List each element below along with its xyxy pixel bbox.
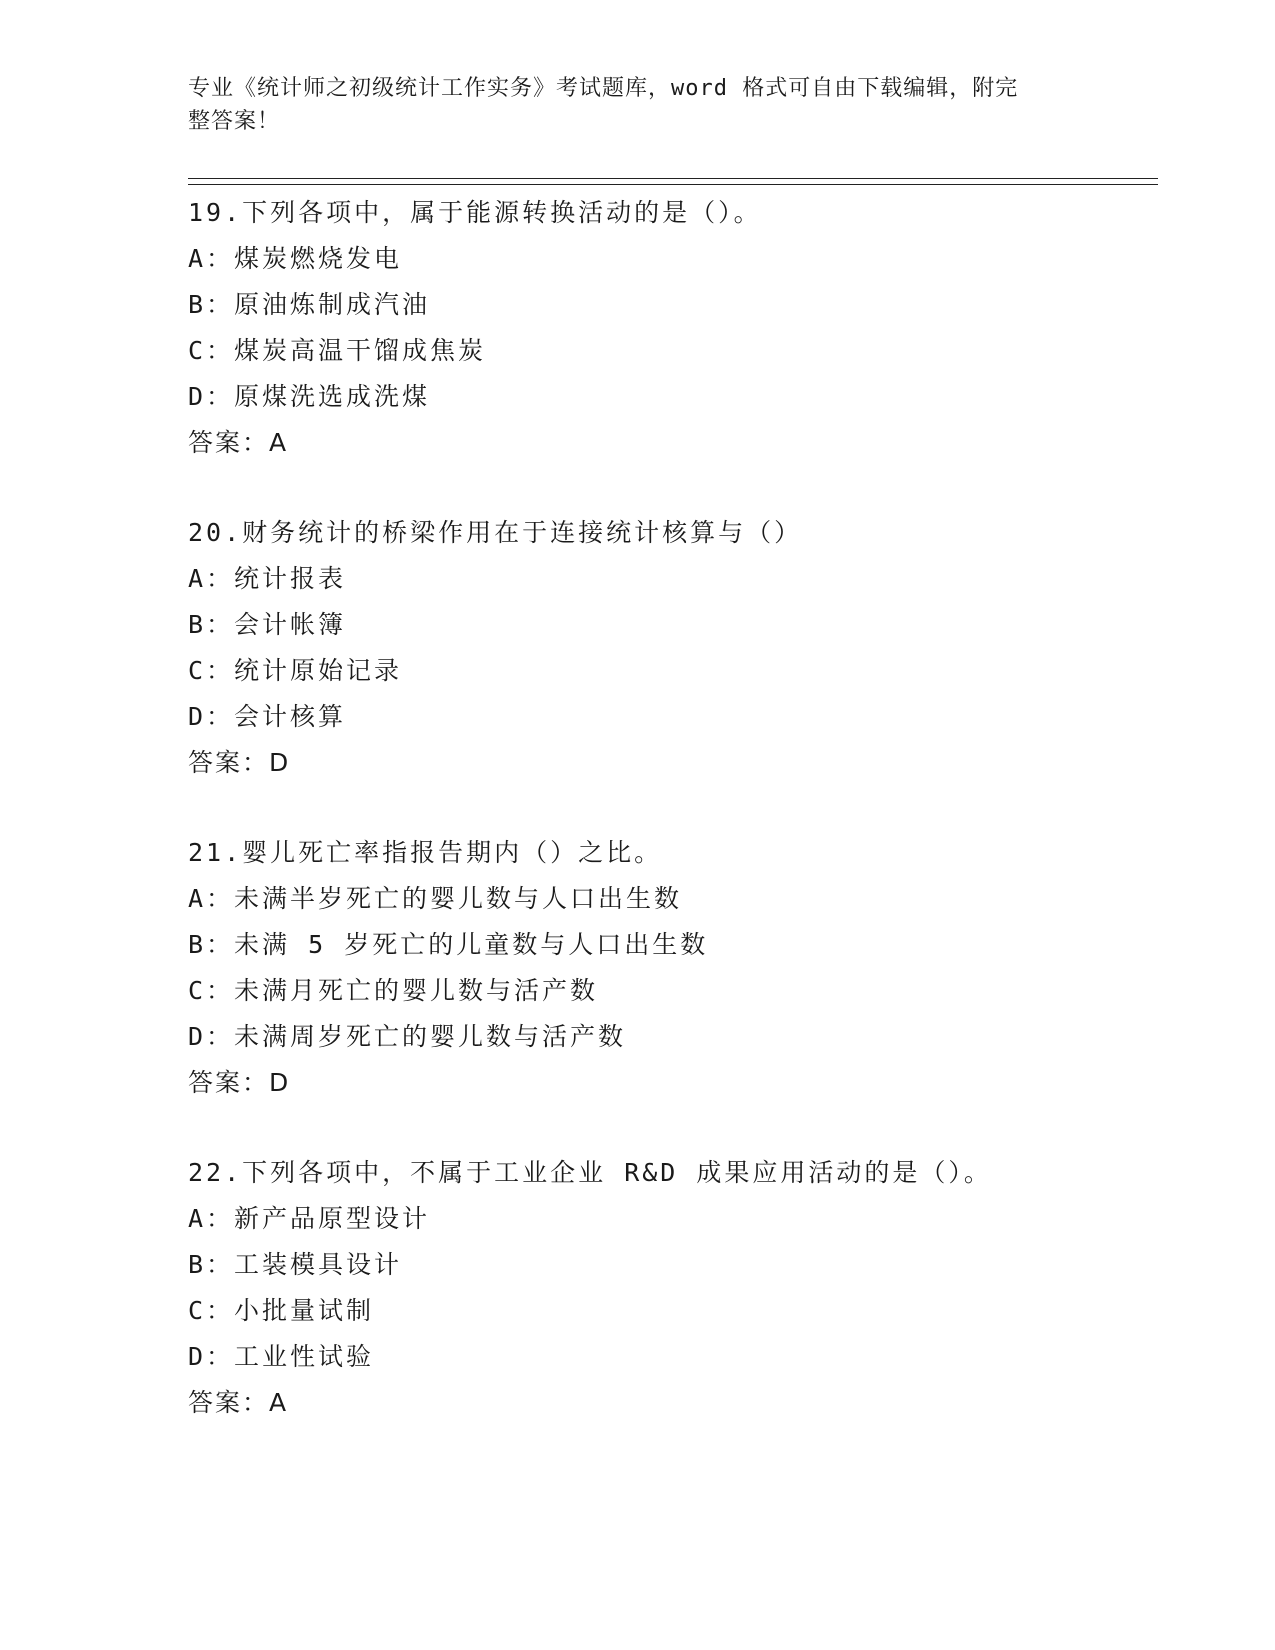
answer-label: 答案：A [188, 428, 289, 457]
option-b: B：工装模具设计 [188, 1250, 403, 1279]
question-19 [188, 190, 1168, 466]
question-stem: 22.下列各项中，不属于工业企业 R&D 成果应用活动的是（）。 [188, 1158, 992, 1187]
question-20 [188, 510, 1168, 786]
option-c: C：统计原始记录 [188, 656, 403, 685]
option-c: C：未满月死亡的婴儿数与活产数 [188, 976, 599, 1005]
question-stem: 21.婴儿死亡率指报告期内（）之比。 [188, 838, 663, 867]
answer-label: 答案：A [188, 1388, 289, 1417]
header-line-1: 专业《统计师之初级统计工作实务》考试题库，word 格式可自由下载编辑，附完 [188, 76, 1019, 101]
question-21 [188, 830, 1168, 1106]
option-a: A：未满半岁死亡的婴儿数与人口出生数 [188, 884, 683, 913]
header-divider-top [188, 178, 1158, 179]
option-b: B：会计帐簿 [188, 610, 347, 639]
option-d: D：工业性试验 [188, 1342, 375, 1371]
option-b: B：未满 5 岁死亡的儿童数与人口出生数 [188, 930, 709, 959]
question-stem: 20.财务统计的桥梁作用在于连接统计核算与（） [188, 518, 803, 547]
option-a: A：新产品原型设计 [188, 1204, 431, 1233]
option-d: D：会计核算 [188, 702, 347, 731]
answer-label: 答案：D [188, 1068, 291, 1097]
option-d: D：未满周岁死亡的婴儿数与活产数 [188, 1022, 627, 1051]
option-d: D：原煤洗选成洗煤 [188, 382, 431, 411]
option-a: A：统计报表 [188, 564, 347, 593]
question-22 [188, 1150, 1168, 1426]
document-header [188, 72, 1088, 138]
option-a: A：煤炭燃烧发电 [188, 244, 403, 273]
header-line-2: 整答案！ [188, 109, 281, 134]
question-stem: 19.下列各项中，属于能源转换活动的是（）。 [188, 198, 762, 227]
header-divider-bottom [188, 184, 1158, 185]
option-b: B：原油炼制成汽油 [188, 290, 431, 319]
answer-label: 答案：D [188, 748, 291, 777]
option-c: C：小批量试制 [188, 1296, 375, 1325]
option-c: C：煤炭高温干馏成焦炭 [188, 336, 487, 365]
